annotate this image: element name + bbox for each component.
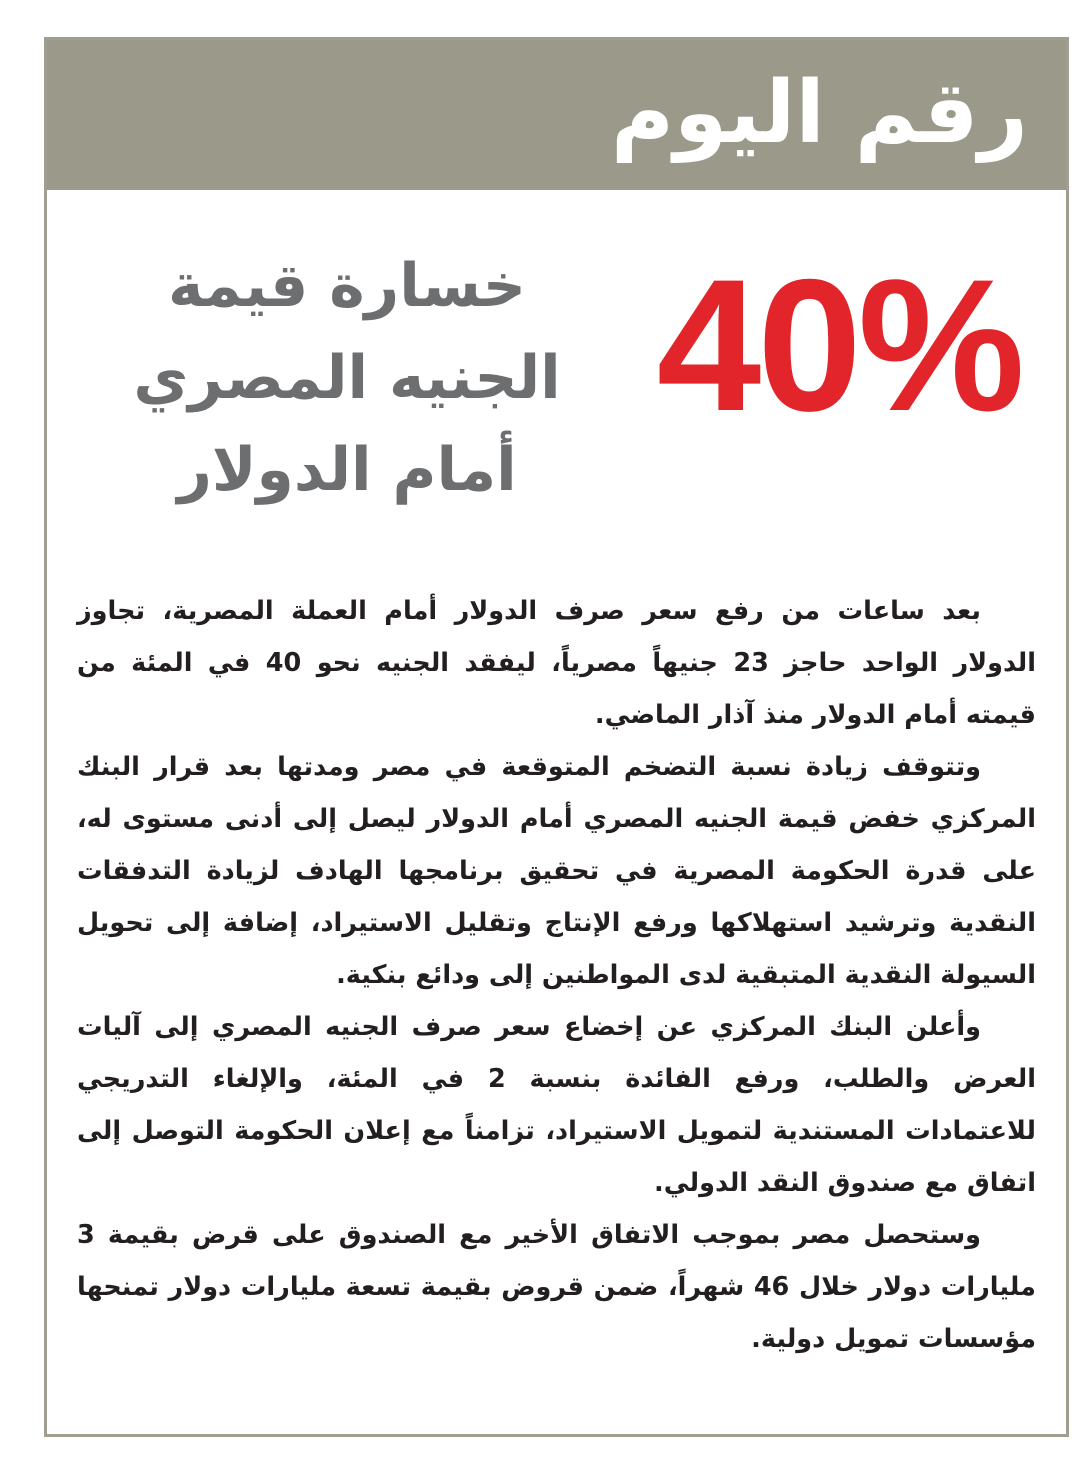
headline (87, 240, 607, 516)
section-title: رقم اليوم (610, 63, 1028, 163)
headline-line: خسارة قيمة (167, 251, 527, 321)
article-paragraph: وتتوقف زيادة نسبة التضخم المتوقعة في مصر ومدتها بعد قرار البنك المركزي خفض قيمة الجنيه المصري أمام الدولار ليصل إلى أدنى مستوى له، على قدرة الحكومة المصرية في تحقيق برنامجها الهادف لزيادة التدفقات النقدية وترشيد استهلاكها ورفع الإنتاج وتقليل الاستيراد، إضافة إلى تحويل السيولة النقدية المتبقية لدى المواطنين إلى ودائع بنكية. (77, 752, 1036, 990)
section-header (47, 40, 1066, 190)
article-paragraph: وستحصل مصر بموجب الاتفاق الأخير مع الصندوق على قرض بقيمة 3 مليارات دولار خلال 46 شهراً، ضمن قروض بقيمة تسعة مليارات دولار تمنحها مؤسسات تمويل دولية. (77, 1220, 1036, 1354)
article-box (44, 37, 1069, 1437)
article-paragraph: بعد ساعات من رفع سعر صرف الدولار أمام العملة المصرية، تجاوز الدولار الواحد حاجز 23 جنيهاً مصرياً، ليفقد الجنيه نحو 40 في المئة من قيمته أمام الدولار منذ آذار الماضي. (77, 596, 1037, 730)
key-figure: 40% (656, 240, 1021, 450)
article-paragraph: وأعلن البنك المركزي عن إخضاع سعر صرف الجنيه المصري إلى آليات العرض والطلب، ورفع الفائدة بنسبة 2 في المئة، والإلغاء التدريجي للاعتمادات المستندية لتمويل الاستيراد، تزامناً مع إعلان الحكومة التوصل إلى اتفاق مع صندوق النقد الدولي. (77, 1012, 1036, 1198)
article-body (77, 585, 1036, 1365)
headline-line: الجنيه المصري (133, 343, 561, 413)
headline-line: أمام الدولار (177, 435, 517, 505)
